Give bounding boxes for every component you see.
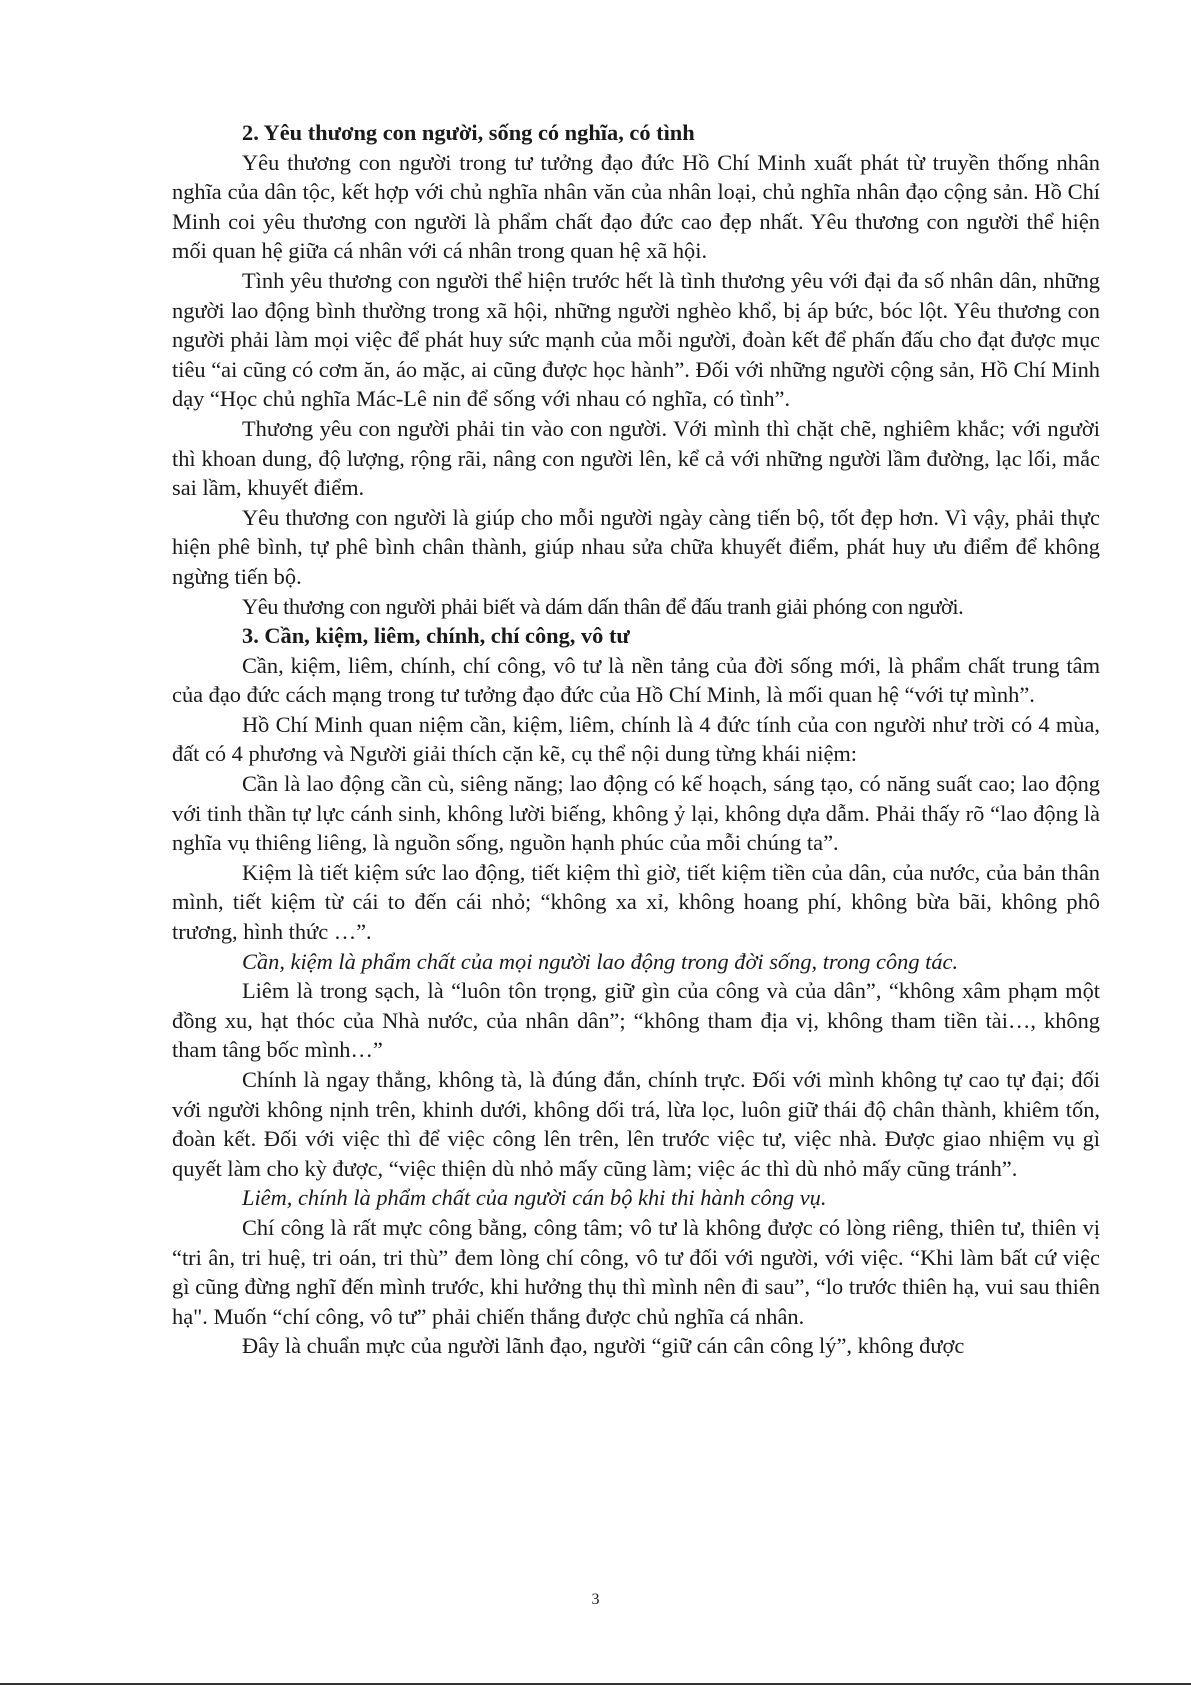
paragraph: Yêu thương con người là giúp cho mỗi người ngày càng tiến bộ, tốt đẹp hơn. Vì vậy, phải thực hiện phê bình, tự phê bình chân thành, giúp nhau sửa chữa khuyết điểm, phát huy ưu điểm để không ngừng tiến bộ. (172, 504, 1100, 589)
heading-love-people: 2. Yêu thương con người, sống có nghĩa, có tình (242, 120, 695, 145)
paragraph: Liêm là trong sạch, là “luôn tôn trọng, giữ gìn của công và của dân”, “không xâm phạm một đồng xu, hạt thóc của Nhà nước, của nhân dân”; “không tham địa vị, không tham tiền tài…, không tham tâng bốc mình…” (172, 978, 1100, 1063)
paragraph: Cần là lao động cần cù, siêng năng; lao động có kế hoạch, sáng tạo, có năng suất cao; lao động với tinh thần tự lực cánh sinh, không lười biếng, không ỷ lại, không dựa dẫm. Phải thấy rõ “lao động là nghĩa vụ thiêng liêng, là nguồn sống, nguồn hạnh phúc của mỗi chúng ta”. (172, 771, 1100, 856)
paragraph: Chính là ngay thẳng, không tà, là đúng đắn, chính trực. Đối với mình không tự cao tự đại; đối với người không nịnh trên, khinh dưới, không dối trá, lừa lọc, luôn giữ thái độ chân thành, khiêm tốn, đoàn kết. Đối với việc thì để việc công lên trên, lên trước việc tư, việc nhà. Được giao nhiệm vụ gì quyết làm cho kỳ được, “việc thiện dù nhỏ mấy cũng làm; việc ác thì dù nhỏ mấy cũng tránh”. (172, 1067, 1100, 1181)
paragraph: Yêu thương con người trong tư tưởng đạo đức Hồ Chí Minh xuất phát từ truyền thống nhân nghĩa của dân tộc, kết hợp với chủ nghĩa nhân văn của nhân loại, chủ nghĩa nhân đạo cộng sản. Hồ Chí Minh coi yêu thương con người là phẩm chất đạo đức cao đẹp nhất. Yêu thương con người thể hiện mối quan hệ giữa cá nhân với cá nhân trong quan hệ xã hội. (172, 149, 1100, 264)
paragraph: Đây là chuẩn mực của người lãnh đạo, người “giữ cán cân công lý”, không được (242, 1333, 965, 1359)
italic-summary: Cần, kiệm là phẩm chất của mọi người lao động trong đời sống, trong công tác. (242, 948, 959, 974)
paragraph: Chí công là rất mực công bằng, công tâm; vô tư là không được có lòng riêng, thiên tư, thiên vị “tri ân, tri huệ, tri oán, tri thù” đem lòng chí công, vô tư đối với người, với việc. “Khi làm bất cứ việc gì cũng đừng nghĩ đến mình trước, khi hưởng thụ thì mình nên đi sau”, “lo trước thiên hạ, vui sau thiên hạ". Muốn “chí công, vô tư” phải chiến thắng được chủ nghĩa cá nhân. (172, 1214, 1100, 1329)
paragraph: Tình yêu thương con người thể hiện trước hết là tình thương yêu với đại đa số nhân dân, những người lao động bình thường trong xã hội, những người nghèo khổ, bị áp bức, bóc lột. Yêu thương con người phải làm mọi việc để phát huy sức mạnh của mỗi người, đoàn kết để phấn đấu cho đạt được mục tiêu “ai cũng có cơm ăn, áo mặc, ai cũng được học hành”. Đối với những người cộng sản, Hồ Chí Minh dạy “Học chủ nghĩa Mác-Lê nin để sống với nhau có nghĩa, có tình”. (172, 267, 1100, 412)
italic-summary: Liêm, chính là phẩm chất của người cán bộ khi thi hành công vụ. (242, 1185, 827, 1211)
paragraph: Hồ Chí Minh quan niệm cần, kiệm, liêm, chính là 4 đức tính của con người như trời có 4 mùa, đất có 4 phương và Người giải thích cặn kẽ, cụ thể nội dung từng khái niệm: (172, 711, 1100, 767)
page-number: 3 (591, 1591, 600, 1608)
paragraph: Thương yêu con người phải tin vào con người. Với mình thì chặt chẽ, nghiêm khắc; với người thì khoan dung, độ lượng, rộng rãi, nâng con người lên, kể cả với những người lầm đường, lạc lối, mắc sai lầm, khuyết điểm. (172, 415, 1100, 501)
paragraph: Kiệm là tiết kiệm sức lao động, tiết kiệm thì giờ, tiết kiệm tiền của dân, của nước, của bản thân mình, tiết kiệm từ cái to đến cái nhỏ; “không xa xỉ, không hoang phí, không bừa bãi, không phô trương, hình thức …”. (172, 859, 1100, 945)
heading-diligence-thrift: 3. Cần, kiệm, liêm, chính, chí công, vô tư (242, 623, 630, 649)
paragraph: Yêu thương con người phải biết và dám dấn thân để đấu tranh giải phóng con người. (242, 593, 964, 619)
paragraph: Cần, kiệm, liêm, chính, chí công, vô tư là nền tảng của đời sống mới, là phẩm chất trung tâm của đạo đức cách mạng trong tư tưởng đạo đức của Hồ Chí Minh, là mối quan hệ “với tự mình”. (172, 652, 1100, 708)
document-page (172, 118, 1100, 1361)
